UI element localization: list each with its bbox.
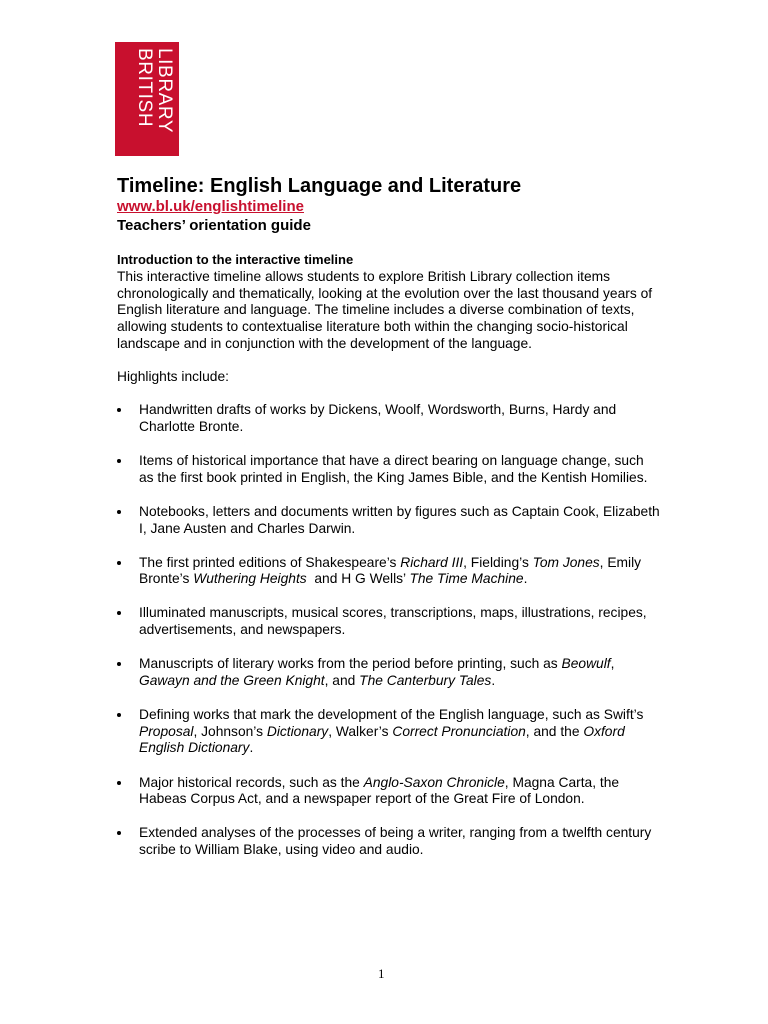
bullet-text: , Emily Bronte’s — [139, 554, 642, 587]
italic-title: Correct Pronunciation — [392, 723, 526, 739]
bullet-text: . — [249, 740, 254, 756]
document-body — [117, 174, 662, 876]
page-number: 1 — [378, 966, 385, 981]
bullet-text: Handwritten drafts of works by Dickens, Woolf, Wordsworth, Burns, Hardy and Charlotte Bronte. — [139, 402, 617, 434]
logo-text-library: LIBRARY — [154, 48, 175, 134]
document-title: Timeline: English Language and Literature — [117, 175, 522, 197]
bullet-text: , Fielding’s — [463, 554, 533, 570]
list-item — [117, 402, 662, 435]
bullet-icon — [117, 713, 121, 717]
italic-title: Wuthering Heights — [193, 571, 307, 587]
bullet-icon — [117, 781, 121, 785]
bullet-text: Manuscripts of literary works from the period before printing, such as — [139, 656, 562, 672]
bullet-text: Extended analyses of the processes of being a writer, ranging from a twelfth century scribe to William Blake, using video and audio. — [139, 825, 652, 857]
logo-svg — [115, 42, 179, 156]
bullet-text: , Magna Carta, the Habeas Corpus Act, and a newspaper report of the Great Fire of London. — [139, 774, 620, 807]
british-library-logo — [115, 42, 179, 156]
bullet-text: , Walker’s — [328, 723, 393, 739]
italic-title: Richard III — [400, 554, 464, 570]
logo-text-british: BRITISH — [134, 48, 155, 128]
bullet-text: , and the — [525, 723, 584, 739]
italic-title: Anglo-Saxon Chronicle — [363, 774, 505, 790]
list-item — [117, 825, 662, 858]
bullet-text: . — [523, 571, 528, 587]
italic-title: Beowulf — [561, 656, 611, 672]
bullet-text: Notebooks, letters and documents written by figures such as Captain Cook, Elizabeth I, Jane Austen and Charles Darwin. — [139, 503, 660, 536]
bullet-text: , and — [324, 672, 360, 688]
list-item — [117, 605, 662, 638]
timeline-url-link[interactable]: www.bl.uk/englishtimeline — [117, 198, 304, 215]
intro-heading: Introduction to the interactive timeline — [117, 252, 354, 267]
bullet-icon — [117, 831, 121, 835]
bullet-text: and H G Wells’ — [306, 571, 410, 587]
bullet-icon — [117, 662, 121, 666]
bullet-icon — [117, 459, 121, 463]
bullet-text: Major historical records, such as the — [139, 774, 364, 790]
bullet-text: . — [491, 672, 496, 688]
italic-title: Oxford English Dictionary — [139, 723, 625, 756]
document-subtitle: Teachers’ orientation guide — [117, 217, 311, 234]
list-item — [117, 504, 662, 537]
italic-title: Dictionary — [266, 723, 329, 739]
italic-title: Proposal — [139, 723, 194, 739]
italic-title: Tom Jones — [532, 554, 600, 570]
italic-title: The Time Machine — [409, 571, 524, 587]
bullet-text: , — [610, 656, 615, 672]
bullet-icon — [117, 408, 121, 412]
list-item — [117, 656, 662, 689]
bullet-text: Items of historical importance that have a direct bearing on language change, such as the first book printed in English, the King James Bible, and the Kentish Homilies. — [139, 453, 648, 485]
list-item — [117, 775, 662, 808]
bullet-text: The first printed editions of Shakespeare’s — [139, 554, 401, 570]
list-item — [117, 707, 662, 757]
bullet-icon — [117, 510, 121, 514]
highlights-label: Highlights include: — [117, 369, 229, 385]
intro-paragraph: This interactive timeline allows students to explore British Library collection items chronologically and thematically, looking at the evolution over the last thousand years of English literature and language. The timeline includes a diverse combination of texts, allowing students to contextualise literature both within the changing socio-historical landscape and in conjunction with the development of the language. — [117, 269, 653, 351]
bullet-text: Defining works that mark the development of the English language, such as Swift’s — [139, 707, 644, 722]
bullet-text: Illuminated manuscripts, musical scores, transcriptions, maps, illustrations, recipes, advertisements, and newspapers. — [139, 605, 647, 638]
list-item — [117, 453, 662, 486]
bullet-icon — [117, 561, 121, 565]
list-item — [117, 555, 662, 588]
italic-title: The Canterbury Tales — [359, 672, 492, 688]
highlights-list — [117, 402, 662, 858]
italic-title: Gawayn and the Green Knight — [139, 672, 325, 688]
bullet-text: , Johnson’s — [193, 723, 267, 739]
bullet-icon — [117, 611, 121, 615]
